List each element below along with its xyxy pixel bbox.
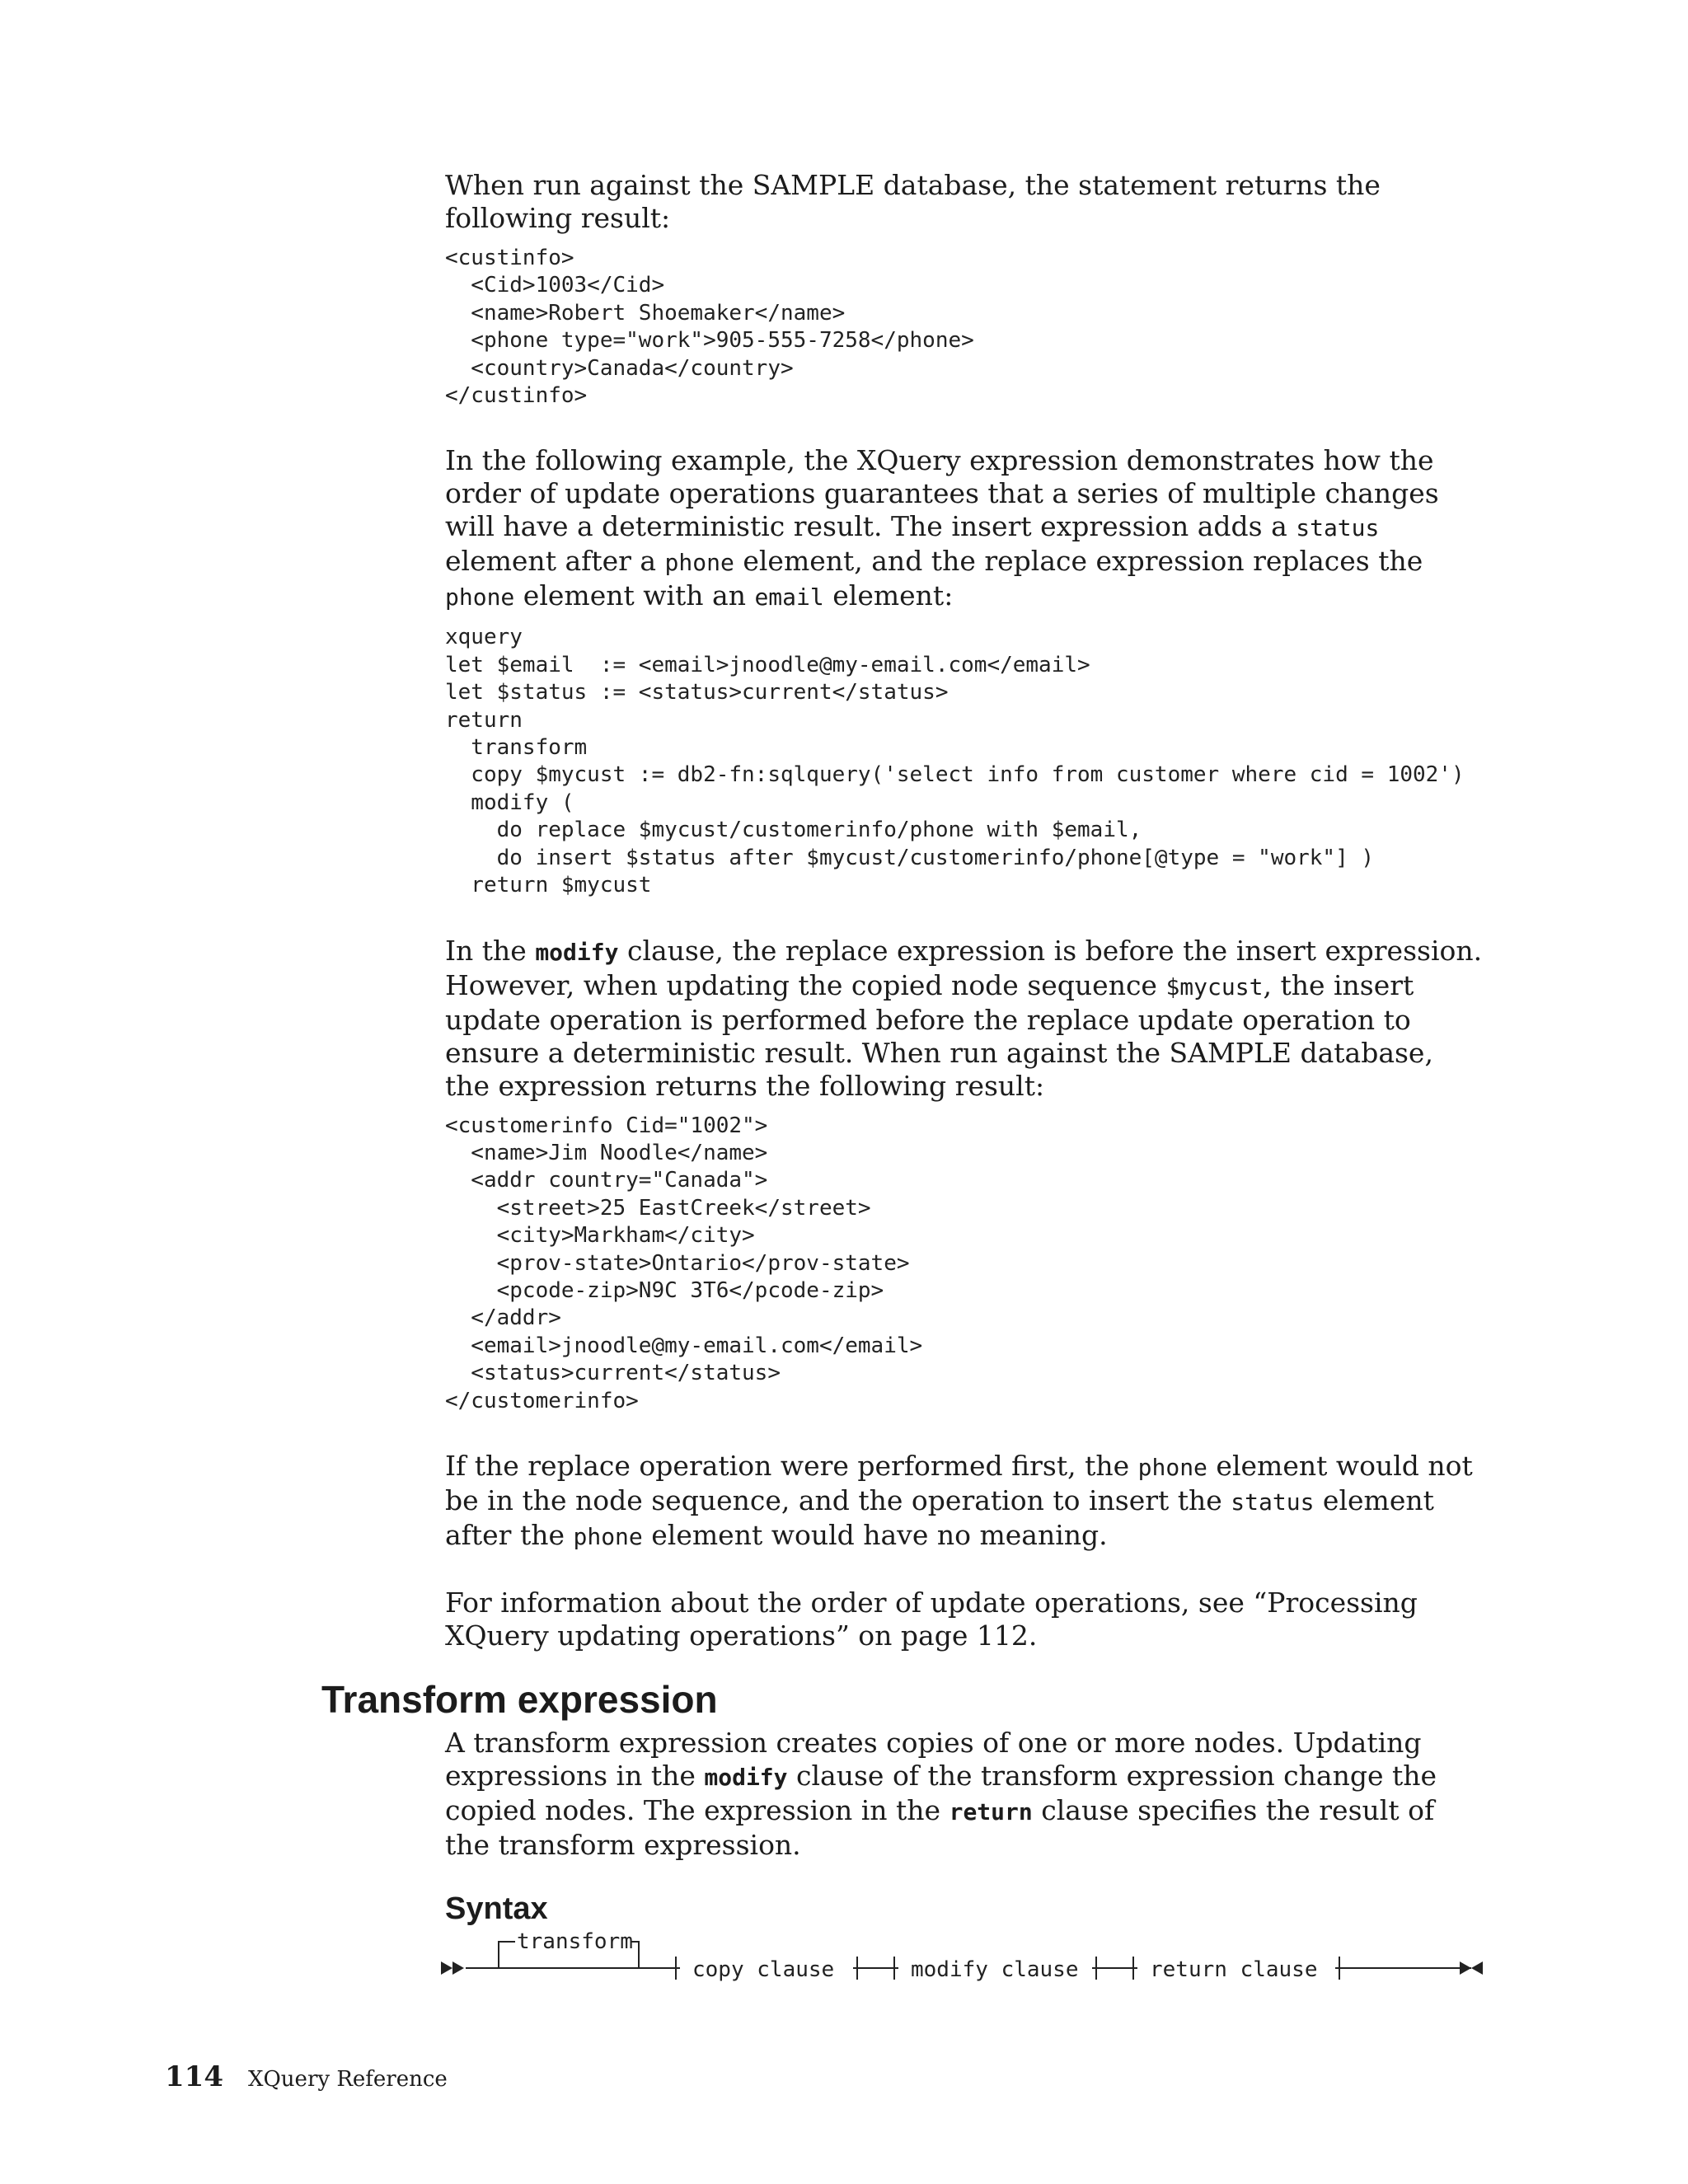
start-arrow-icon (441, 1961, 464, 1975)
replace-first-paragraph: If the replace operation were performed first, the phone element would not be in the node sequence, and the operation to insert the status element after the phone element would have no meaning. (445, 1449, 1473, 1551)
syntax-heading: Syntax (445, 1891, 548, 1926)
intro-paragraph: When run against the SAMPLE database, the statement returns the following result: (445, 169, 1381, 234)
end-arrow-icon (1460, 1961, 1483, 1975)
order-info-paragraph: For information about the order of update operations, see “Processing XQuery updating operations” on page 112. (445, 1586, 1418, 1652)
diagram-optional-transform: transform (517, 1929, 633, 1954)
transform-description-paragraph: A transform expression creates copies of one or more nodes. Updating expressions in the modify clause of the transform expression change the copied nodes. The expression in the return clause specifies the result of the transform expression. (445, 1727, 1437, 1861)
code-block-custinfo-result: <custinfo> <Cid>1003</Cid> <name>Robert Shoemaker</name> <phone type="work">905-555-7258</phone> <country>Canada</country> </custinfo> (445, 246, 974, 409)
section-heading: Transform expression (321, 1678, 718, 1721)
diagram-return-clause: return clause (1150, 1957, 1318, 1982)
diagram-copy-clause: copy clause (692, 1957, 835, 1982)
page-number: 114 (165, 2060, 223, 2093)
diagram-modify-clause: modify clause (911, 1957, 1079, 1982)
code-block-xquery: xquery let $email := <email>jnoodle@my-email.com</email> let $status := <status>current</status> return transform copy $mycust := db2-fn:sqlquery('select info from customer where cid = 1002') modify ( do replace $mycust/customerinfo/phone with $email, do insert $status after $mycust/customerinfo/phone[@type = "work"] ) return $mycust (445, 625, 1465, 898)
modify-clause-paragraph: In the modify clause, the replace expression is before the insert expression. However, when updating the copied node sequence $mycust, the insert update operation is performed before the replace update operation to ensure a deterministic result. When run against the SAMPLE database, the expression returns the following result: (445, 934, 1483, 1102)
transform-section (445, 1727, 1484, 1927)
syntax-diagram (441, 1920, 1496, 1994)
page-footer (165, 2060, 448, 2093)
main-content (445, 169, 1484, 1652)
book-title: XQuery Reference (247, 2067, 448, 2092)
code-block-customerinfo-result: <customerinfo Cid="1002"> <name>Jim Noodle</name> <addr country="Canada"> <street>25 EastCreek</street> <city>Markham</city> <prov-state>Ontario</prov-state> <pcode-zip>N9C 3T6</pcode-zip> </addr> <email>jnoodle@my-email.com</email> <status>current</status> </customerinfo> (445, 1113, 923, 1413)
example-paragraph: In the following example, the XQuery expression demonstrates how the order of update operations guarantees that a series of multiple changes will have a deterministic result. The insert expression adds a status element after a phone element, and the replace expression replaces the phone element with an email element: (445, 444, 1439, 612)
